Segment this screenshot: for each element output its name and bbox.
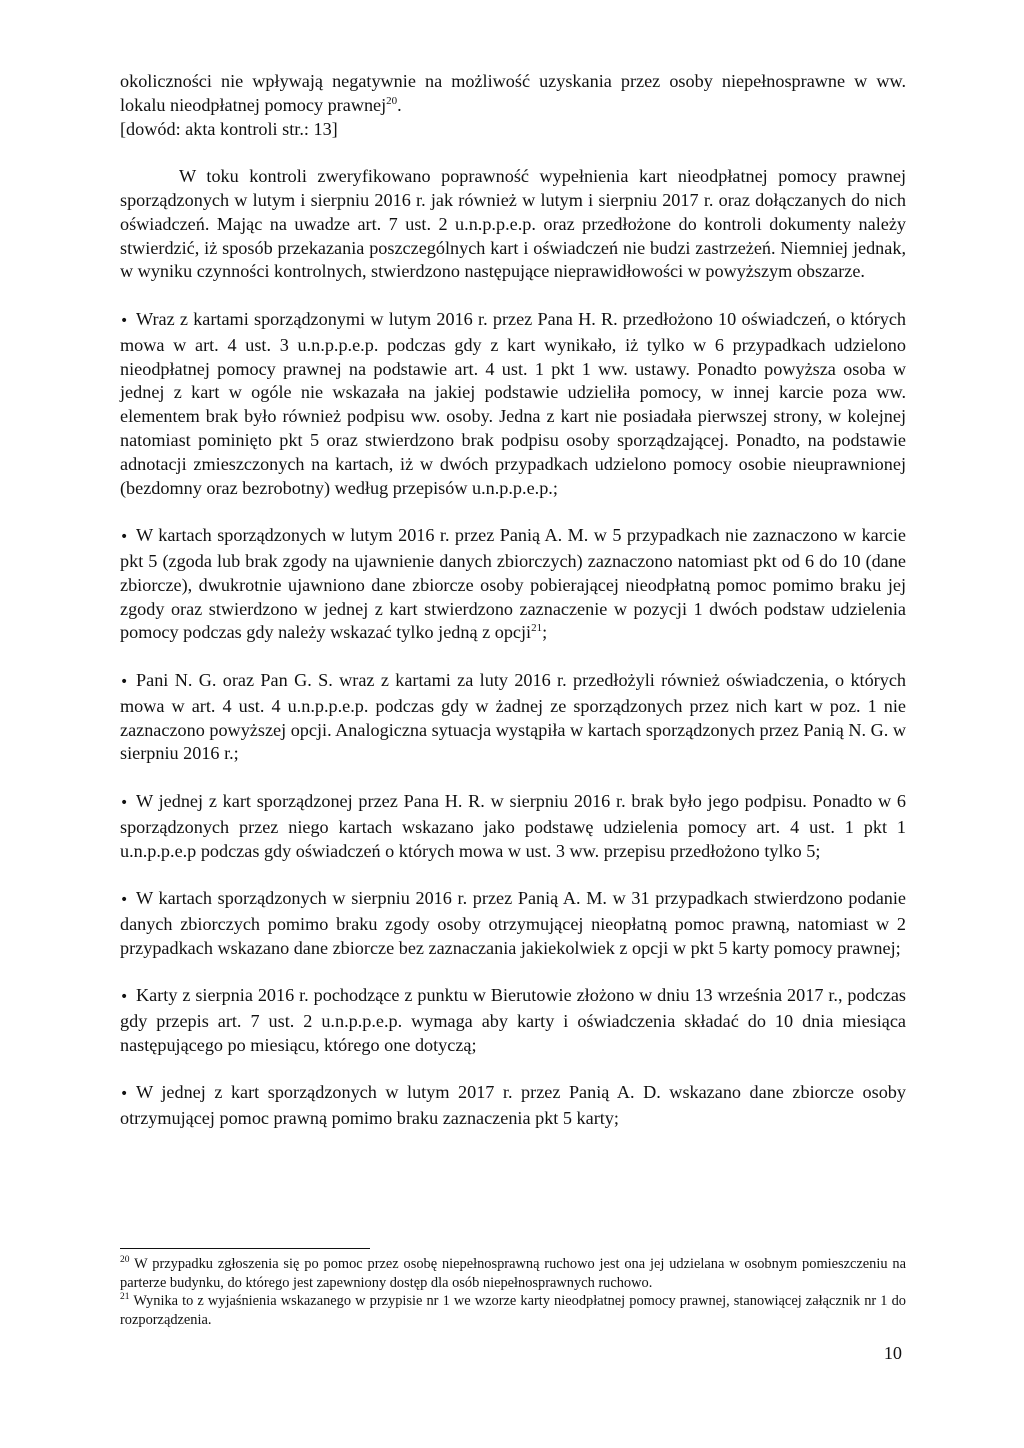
bullet-item-1 xyxy=(120,308,906,500)
bullet-item-2 xyxy=(120,524,906,645)
bullet-item-3 xyxy=(120,669,906,766)
bullet-icon: • xyxy=(120,673,129,690)
bullet-icon: • xyxy=(120,892,129,909)
bullet-icon: • xyxy=(120,794,129,811)
footnote-text: W przypadku zgłoszenia się po pomoc przez osobę niepełnosprawną ruchowo jest ona jej udzielana w osobnym pomieszczeniu na parterze budynku, do którego jest zapewniony dostęp dla osób niepełnosprawnych ruchowo. xyxy=(120,1256,906,1291)
page-number: 10 xyxy=(883,1343,902,1363)
footnotes-section xyxy=(120,1248,906,1329)
footnote-text: Wynika to z wyjaśnienia wskazanego w przypisie nr 1 we wzorze karty nieodpłatnej pomocy prawnej, stanowiącej załącznik nr 1 do rozporządzenia. xyxy=(120,1293,906,1328)
footnote-separator xyxy=(120,1248,370,1249)
bullet-item-text: W jednej z kart sporządzonych w lutym 2017 r. przez Panią A. D. wskazano dane zbiorcze osoby otrzymującej pomoc prawną pomimo braku zaznaczenia pkt 5 karty; xyxy=(120,1082,906,1129)
paragraph-control-verification: W toku kontroli zweryfikowano poprawność wypełnienia kart nieodpłatnej pomocy prawnej sporządzonych w lutym i sierpniu 2016 r. jak również w lutym i sierpniu 2017 r. oraz dołączanych do nich oświadczeń. Mając na uwadze art. 7 ust. 2 u.n.p.p.e.p. oraz przedłożone do kontroli dokumenty należy stwierdzić, iż sposób przekazania poszczególnych kart i oświadczeń nie budzi zastrzeżeń. Niemniej jednak, w wyniku czynności kontrolnych, stwierdzono następujące nieprawidłowości w powyższym obszarze. xyxy=(120,166,906,282)
bullet-item-text: W kartach sporządzonych w sierpniu 2016 r. przez Panią A. M. w 31 przypadkach stwierdzono podanie danych zbiorczych pomimo braku zgody osoby otrzymującej nieopłatną pomoc prawną, natomiast w 2 przypadkach wskazano dane zbiorcze bez zaznaczania jakiekolwiek z opcji w pkt 5 karty pomocy prawnej; xyxy=(120,888,906,958)
bullet-item-text: Karty z sierpnia 2016 r. pochodzące z punktu w Bierutowie złożono w dniu 13 września 2017 r., podczas gdy przepis art. 7 ust. 2 u.n.p.p.e.p. wymaga aby karty i oświadczenia składać do 10 dnia miesiąca następującego po miesiącu, którego one dotyczą; xyxy=(120,985,906,1055)
bullet-item-text: W jednej z kart sporządzonej przez Pana H. R. w sierpniu 2016 r. brak było jego podpisu. Ponadto w 6 sporządzonych przez niego kartach wskazano jako podstawę udzielenia pomocy art. 4 ust. 1 pkt 1 u.n.p.p.e.p podczas gdy oświadczeń o których mowa w ust. 3 ww. przepisu przedłożono tylko 5; xyxy=(120,790,906,861)
bullet-item-text-end: ; xyxy=(542,622,548,643)
bullet-icon: • xyxy=(120,1086,129,1103)
bullet-item-5 xyxy=(120,887,906,960)
bullet-icon: • xyxy=(120,989,129,1006)
footnote-number: 21 xyxy=(120,1292,130,1303)
footnote-ref-20[interactable]: 20 xyxy=(386,94,398,107)
evidence-reference: [dowód: akta kontroli str.: 13] xyxy=(120,118,338,139)
footnote-21 xyxy=(120,1292,906,1329)
paragraph-text-end: . xyxy=(397,94,402,115)
bullet-item-7 xyxy=(120,1081,906,1131)
bullet-icon: • xyxy=(120,529,129,546)
paragraph-lokal-accessibility xyxy=(120,70,906,118)
footnote-ref-21[interactable]: 21 xyxy=(531,622,543,635)
footnote-number: 20 xyxy=(120,1255,130,1266)
bullet-icon: • xyxy=(120,312,129,329)
bullet-item-text: Pani N. G. oraz Pan G. S. wraz z kartami za luty 2016 r. przedłożyli również oświadczenia, o których mowa w art. 4 ust. 4 u.n.p.p.e.p. podczas gdy w żadnej ze sporządzonych przez nich kart w poz. 1 nie zaznaczono powyższej opcji. Analogiczna sytuacja wystąpiła w kartach sporządzonych przez Panią N. G. w sierpniu 2016 r.; xyxy=(120,669,906,764)
footnote-20 xyxy=(120,1255,906,1292)
bullet-item-4 xyxy=(120,790,906,863)
bullet-item-text: W kartach sporządzonych w lutym 2016 r. przez Panią A. M. w 5 przypadkach nie zaznaczono w karcie pkt 5 (zgoda lub brak zgody na ujawnienie danych zbiorczych) zaznaczono natomiast pkt od 6 do 10 (dane zbiorcze), dwukrotnie ujawniono dane zbiorcze osoby pobierającej nieodpłatną pomoc pomimo braku jej zgody oraz stwierdzono w jednej z kart stwierdzono zaznaczenie w pozycji 1 dwóch podstaw udzielenia pomocy podczas gdy należy wskazać tylko jedną z opcji xyxy=(120,525,906,643)
bullet-item-6 xyxy=(120,984,906,1057)
paragraph-text: okoliczności nie wpływają negatywnie na możliwość uzyskania przez osoby niepełnosprawne w ww. lokalu nieodpłatnej pomocy prawnej xyxy=(120,71,906,115)
bullet-item-text: Wraz z kartami sporządzonymi w lutym 2016 r. przez Pana H. R. przedłożono 10 oświadczeń, o których mowa w art. 4 ust. 3 u.n.p.p.e.p. podczas gdy z kart wynikało, iż tylko w 6 przypadkach udzielono nieodpłatnej pomocy prawnej na podstawie art. 4 ust. 1 pkt 1 ww. ustawy. Ponadto powyższa osoba w jednej z kart w ogóle nie wskazała na jakiej podstawie udzieliła pomocy, w innej karcie poza ww. elementem brak było również podpisu ww. osoby. Jedna z kart nie posiadała pierwszej strony, w kolejnej natomiast pominięto pkt 5 oraz stwierdzono brak podpisu osoby sporządzającej. Ponadto, na podstawie adnotacji zmieszczonych na kartach, iż w dwóch przypadkach udzielono pomocy osobie nieuprawnionej (bezdomny oraz bezrobotny) według przepisów u.n.p.p.e.p.; xyxy=(120,308,906,498)
